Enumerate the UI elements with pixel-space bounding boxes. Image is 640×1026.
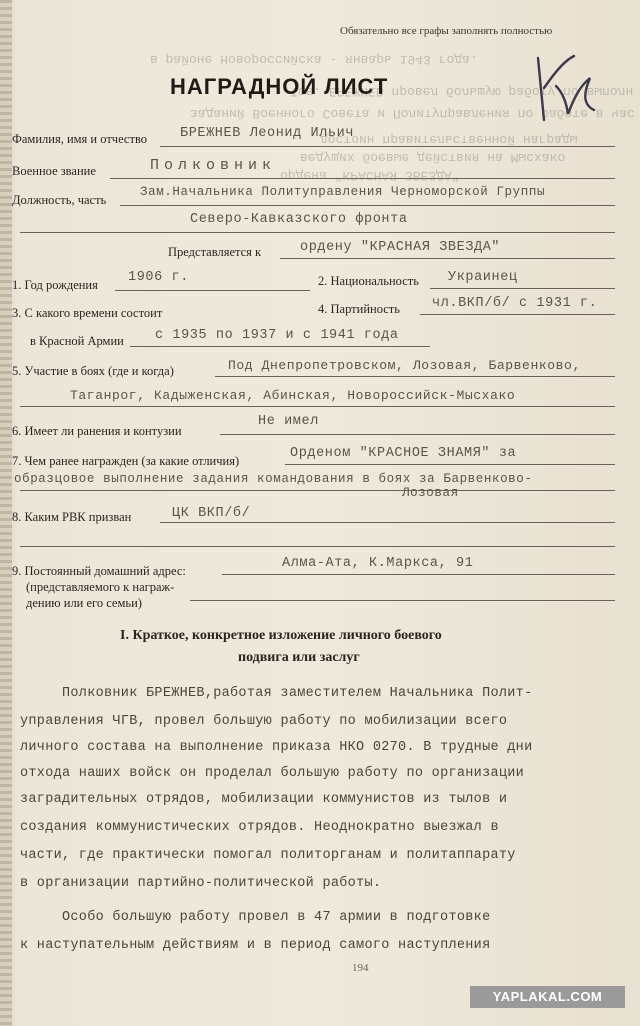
- address-value: Алма-Ата, К.Маркса, 91: [282, 556, 474, 571]
- position-value-1: Зам.Начальника Политуправления Черноморской Группы: [140, 185, 546, 199]
- rule-line: [130, 346, 430, 347]
- rule-line: [160, 522, 615, 523]
- rule-line: [20, 406, 615, 407]
- prev-awards-value-3: Лозовая: [402, 486, 459, 500]
- army-label: в Красной Армии: [30, 334, 124, 348]
- bleed-line: ведущих боевые действия на Мысхако: [300, 150, 566, 165]
- rule-line: [220, 434, 615, 435]
- position-label: Должность, часть: [12, 193, 107, 207]
- nationality-value: Украинец: [448, 270, 518, 285]
- body-line: Особо большую работу провел в 47 армии в подготовке: [62, 910, 491, 925]
- name-label: Фамилия, имя и отчество: [12, 132, 148, 146]
- birth-label: 1. Год рождения: [12, 278, 98, 292]
- bleed-line: в районе Новороссийска - январь 1943 года.: [150, 52, 478, 67]
- battles-value-2: Таганрог, Кадыженская, Абинская, Новороссийск-Мысхако: [70, 388, 516, 403]
- header-note: Обязательно все графы заполнять полностью: [340, 25, 553, 37]
- bleed-line: Тов. БРЕЖНЕВ провел большую работу по выполн: [290, 84, 634, 99]
- battles-value-1: Под Днепропетровском, Лозовая, Барвенково,: [228, 358, 581, 373]
- bleed-line: достоин правительственной награды: [320, 132, 578, 147]
- position-value-2: Северо-Кавказского фронта: [190, 212, 408, 227]
- body-line: создания коммунистических отрядов. Неоднократно выезжал в: [20, 820, 499, 835]
- presented-label: Представляется к: [168, 245, 262, 259]
- binding-edge: [0, 0, 12, 1026]
- since-label: 3. С какого времени состоит: [12, 306, 163, 320]
- rule-line: [115, 290, 310, 291]
- page-title: НАГРАДНОЙ ЛИСТ: [170, 74, 389, 99]
- battles-label: 5. Участие в боях (где и когда): [12, 364, 174, 378]
- rvk-value: ЦК ВКП/б/: [172, 506, 251, 521]
- rank-label: Военное звание: [12, 164, 96, 178]
- name-value: БРЕЖНЕВ Леонид Ильич: [180, 126, 355, 141]
- footer-year: 194: [352, 962, 369, 974]
- rank-value: Полковник: [150, 157, 277, 174]
- bleed-line: ордена "КРАСНАЯ ЗВЕЗДА": [280, 168, 460, 183]
- presented-value: ордену "КРАСНАЯ ЗВЕЗДА": [300, 240, 501, 255]
- body-line: Полковник БРЕЖНЕВ,работая заместителем Начальника Полит-: [62, 686, 533, 701]
- body-line: личного состава на выполнение приказа НКО 0270. В трудные дни: [20, 740, 533, 755]
- wounds-value: Не имел: [258, 414, 319, 429]
- signature-mark: [528, 48, 618, 128]
- nationality-label: 2. Национальность: [318, 274, 419, 288]
- rule-line: [120, 205, 615, 206]
- address-label-1: 9. Постоянный домашний адрес:: [12, 564, 186, 578]
- body-line: отхода наших войск он проделал большую работу по организации: [20, 766, 525, 781]
- birth-value: 1906 г.: [128, 270, 189, 285]
- body-line: части, где практически помогал политорганам и политаппарату: [20, 848, 516, 863]
- rule-line: [280, 258, 615, 259]
- section-title-line-1: I. Краткое, конкретное изложение личного боевого: [120, 628, 442, 643]
- rule-line: [20, 232, 615, 233]
- body-line: управления ЧГВ, провел большую работу по мобилизации всего: [20, 714, 508, 729]
- body-line: к наступательным действиям и в период самого наступления: [20, 938, 491, 953]
- wounds-label: 6. Имеет ли ранения и контузии: [12, 424, 182, 438]
- body-line: в организации партийно-политической работы.: [20, 876, 382, 891]
- address-label-3: дению или его семьи): [26, 596, 142, 610]
- rule-line: [20, 546, 615, 547]
- rule-line: [110, 178, 615, 179]
- rule-line: [285, 464, 615, 465]
- watermark-logo: YAPLAKAL.COM: [470, 986, 625, 1008]
- rvk-label: 8. Каким РВК призван: [12, 510, 132, 524]
- rule-line: [420, 314, 615, 315]
- prev-awards-value-2: образцовое выполнение задания командования в боях за Барвенково-: [14, 472, 533, 486]
- address-label-2: (представляемого к награж-: [26, 580, 175, 594]
- rule-line: [430, 288, 615, 289]
- party-label: 4. Партийность: [318, 302, 400, 316]
- prev-awards-value-1: Орденом "КРАСНОЕ ЗНАМЯ" за: [290, 446, 517, 461]
- rule-line: [190, 600, 615, 601]
- rule-line: [160, 146, 615, 147]
- rule-line: [215, 376, 615, 377]
- section-title-line-2: подвига или заслуг: [238, 650, 360, 665]
- rule-line: [20, 490, 615, 491]
- army-value: с 1935 по 1937 и с 1941 года: [155, 328, 399, 343]
- body-line: заградительных отрядов, мобилизации коммунистов из тылов и: [20, 792, 508, 807]
- party-value: чл.ВКП/б/ с 1931 г.: [432, 296, 598, 311]
- rule-line: [222, 574, 615, 575]
- prev-awards-label: 7. Чем ранее награжден (за какие отличия): [12, 454, 240, 468]
- bleed-line: заданий Военного Совета и Политуправления по работе в час: [190, 106, 635, 121]
